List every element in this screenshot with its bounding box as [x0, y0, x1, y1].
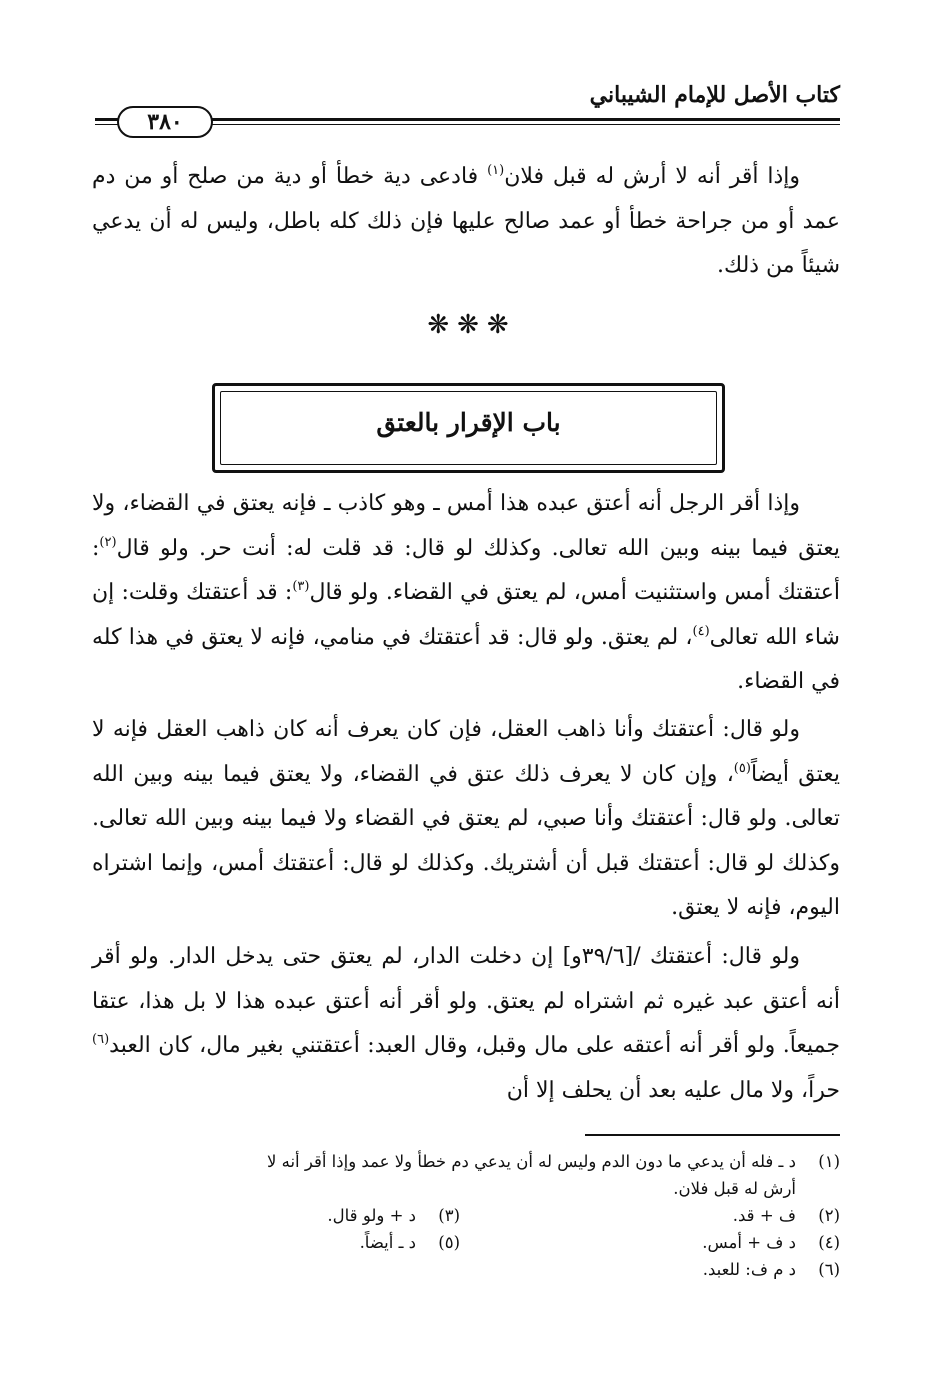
chapter-title: باب الإقرار بالعتق [376, 408, 561, 437]
paragraph-3: ولو قال: أعتقتك /[٣٩/٦و] إن دخلت الدار، لم يعتق حتى يدخل الدار. ولو أقر أنه أعتق عبد غيره ثم اشتراه لم يعتق. ولو أقر أنه أعتق عبده هذا لا بل هذا، عتقا جميعاً. ولو أقر أنه أعتقه على مال وقبل، وقال العبد: أعتقتني بغير مال، كان العبد$^{(٦)}$ حراً، ولا مال عليه بعد أن يحلف إلا أن [92, 944, 840, 1103]
footnote-1-cont: أرش له قبل فلان. [673, 1179, 796, 1198]
footnote-separator [585, 1134, 840, 1136]
page-number: ٣٨٠ [117, 106, 213, 138]
footnotes [92, 1148, 840, 1283]
opening-paragraph: وإذا أقر أنه لا أرش له قبل فلان$^{(١)}$ فادعى دية خطأ أو دية من صلح أو من دم عمد أو من جراحة خطأ أو عمد صالح عليها فإن ذلك كله باطل، وليس له أن يدعي شيئاً من ذلك. [92, 163, 840, 279]
section-separator: ❋❋❋ [427, 310, 517, 340]
footnote-3-text: د + ولو قال. [327, 1206, 416, 1225]
footnote-5-num: (٥) [438, 1233, 460, 1252]
footnote-3-num: (٣) [438, 1206, 460, 1225]
running-header [95, 78, 840, 138]
paragraph-2: ولو قال: أعتقتك وأنا ذاهب العقل، فإن كان يعرف أنه كان ذاهب العقل فإنه لا يعتق أيضاً$^{(٥)}$، وإن كان لا يعرف ذلك عتق في القضاء، ولا يعتق فيما بينه وبين الله تعالى. ولو قال: أعتقتك وأنا صبي، لم يعتق في القضاء ولا فيما بينه وبين الله تعالى. وكذلك لو قال: أعتقتك قبل أن أشتريك. وكذلك لو قال: أعتقتك أمس، وإنما اشتراه اليوم، فإنه لا يعتق. [92, 717, 840, 921]
footnote-5-text: د ـ أيضاً. [359, 1233, 416, 1252]
footnote-ref-2[interactable]: (٢) [99, 534, 117, 550]
footnote-row-4-5: (٤) د ف + أمس. (٥) د ـ أيضاً. [92, 1229, 840, 1256]
footnote-row-6: (٦) د م ف: للعبد. [702, 1260, 840, 1279]
footnote-ref-3[interactable]: (٣) [292, 579, 310, 595]
paragraph-1: وإذا أقر الرجل أنه أعتق عبده هذا أمس ـ وهو كاذب ـ فإنه يعتق في القضاء، ولا يعتق فيما بينه وبين الله تعالى. وكذلك لو قال: قد قلت له: أنت حر. ولو قال$^{(٢)}$: أعتقتك أمس واستثنيت أمس، لم يعتق في القضاء. ولو قال$^{(٣)}$: قد أعتقتك وقلت: إن شاء الله تعالى$^{(٤)}$، لم يعتق. ولو قال: قد أعتقتك في منامي، فإنه لا يعتق في هذا كله في القضاء. [92, 491, 840, 695]
footnote-row-2-3: (٢) ف + قد. (٣) د + ولو قال. [92, 1202, 840, 1229]
footnote-ref-4[interactable]: (٤) [692, 623, 710, 639]
footnote-ref-5[interactable]: (٥) [733, 760, 751, 776]
header-title: كتاب الأصل للإمام الشيباني [589, 82, 840, 108]
footnote-ref-6[interactable]: (٦) [92, 1032, 110, 1048]
chapter-title-frame [212, 383, 725, 473]
footnote-ref-1[interactable]: (١) [487, 163, 505, 178]
footnote-1: (١) د ـ فله أن يدعي ما دون الدم وليس له أن يدعي دم خطأ ولا عمد وإذا أقر أنه لا [266, 1152, 840, 1171]
